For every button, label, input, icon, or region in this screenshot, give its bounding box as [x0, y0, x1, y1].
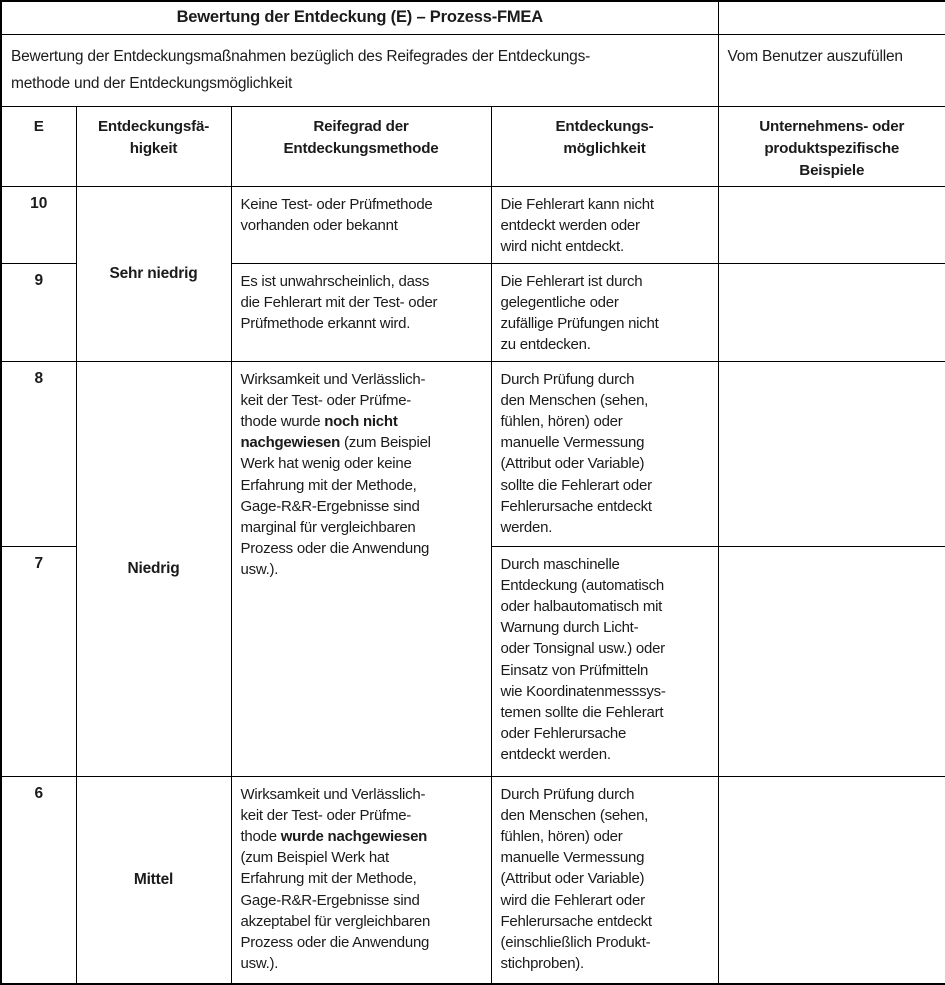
e-rating-7: 7 — [1, 546, 76, 776]
e-rating-6: 6 — [1, 776, 76, 984]
e-rating-10: 10 — [1, 186, 76, 263]
col-header-detection-ability: Entdeckungsfä- higkeit — [76, 106, 231, 186]
table-row-e10 — [1, 186, 945, 263]
col-header-maturity: Reifegrad der Entdeckungsmethode — [231, 106, 491, 186]
table-row-e6 — [1, 776, 945, 984]
ability-very-low: Sehr niedrig — [76, 186, 231, 361]
maturity-9: Es ist unwahrscheinlich, dass die Fehlerart mit der Test- oder Prüfmethode erkannt wird. — [231, 263, 491, 361]
title-row — [1, 1, 945, 34]
opportunity-8: Durch Prüfung durch den Menschen (sehen, fühlen, hören) oder manuelle Vermessung (Attribut oder Variable) sollte die Fehlerart oder Fehlerursache entdeckt werden. — [491, 361, 718, 546]
ability-low: Niedrig — [76, 361, 231, 776]
e-rating-9: 9 — [1, 263, 76, 361]
subtitle-row — [1, 34, 945, 106]
examples-10 — [718, 186, 945, 263]
col-header-detection-opportunity: Entdeckungs- möglichkeit — [491, 106, 718, 186]
column-header-row — [1, 106, 945, 186]
examples-9 — [718, 263, 945, 361]
examples-7 — [718, 546, 945, 776]
table-row-e8 — [1, 361, 945, 546]
maturity-10: Keine Test- oder Prüfmethode vorhanden oder bekannt — [231, 186, 491, 263]
opportunity-6: Durch Prüfung durch den Menschen (sehen, fühlen, hören) oder manuelle Vermessung (Attribut oder Variable) wird die Fehlerart oder Fehlerursache entdeckt (einschließlich Produkt- stichproben). — [491, 776, 718, 984]
examples-6 — [718, 776, 945, 984]
table-title: Bewertung der Entdeckung (E) – Prozess-FMEA — [1, 1, 718, 34]
user-fill-note: Vom Benutzer auszufüllen — [718, 34, 945, 106]
col-header-e: E — [1, 106, 76, 186]
e-rating-8: 8 — [1, 361, 76, 546]
opportunity-10: Die Fehlerart kann nicht entdeckt werden oder wird nicht entdeckt. — [491, 186, 718, 263]
maturity-8-7: Wirksamkeit und Verlässlich- keit der Test- oder Prüfme- thode wurde noch nicht nachgewiesen (zum Beispiel Werk hat wenig oder keine Erfahrung mit der Methode, Gage-R&R-Ergebnisse sind marginal für vergleichbaren Prozess oder die Anwendung usw.). — [231, 361, 491, 776]
title-row-right-empty-cell — [718, 1, 945, 34]
maturity-6: Wirksamkeit und Verlässlich- keit der Test- oder Prüfme- thode wurde nachgewiesen (zum Beispiel Werk hat Erfahrung mit der Methode, Gage-R&R-Ergebnisse sind akzeptabel für vergleichbaren Prozess oder die Anwendung usw.). — [231, 776, 491, 984]
ability-medium: Mittel — [76, 776, 231, 984]
opportunity-7: Durch maschinelle Entdeckung (automatisch oder halbautomatisch mit Warnung durch Licht- oder Tonsignal usw.) oder Einsatz von Prüfmitteln wie Koordinatenmesssys- temen sollte die Fehlerart oder Fehlerursache entdeckt werden. — [491, 546, 718, 776]
examples-8 — [718, 361, 945, 546]
col-header-examples: Unternehmens- oder produktspezifische Beispiele — [718, 106, 945, 186]
opportunity-9: Die Fehlerart ist durch gelegentliche oder zufällige Prüfungen nicht zu entdecken. — [491, 263, 718, 361]
table-subtitle: Bewertung der Entdeckungsmaßnahmen bezüglich des Reifegrades der Entdeckungs- methode und der Entdeckungsmöglichkeit — [1, 34, 718, 106]
